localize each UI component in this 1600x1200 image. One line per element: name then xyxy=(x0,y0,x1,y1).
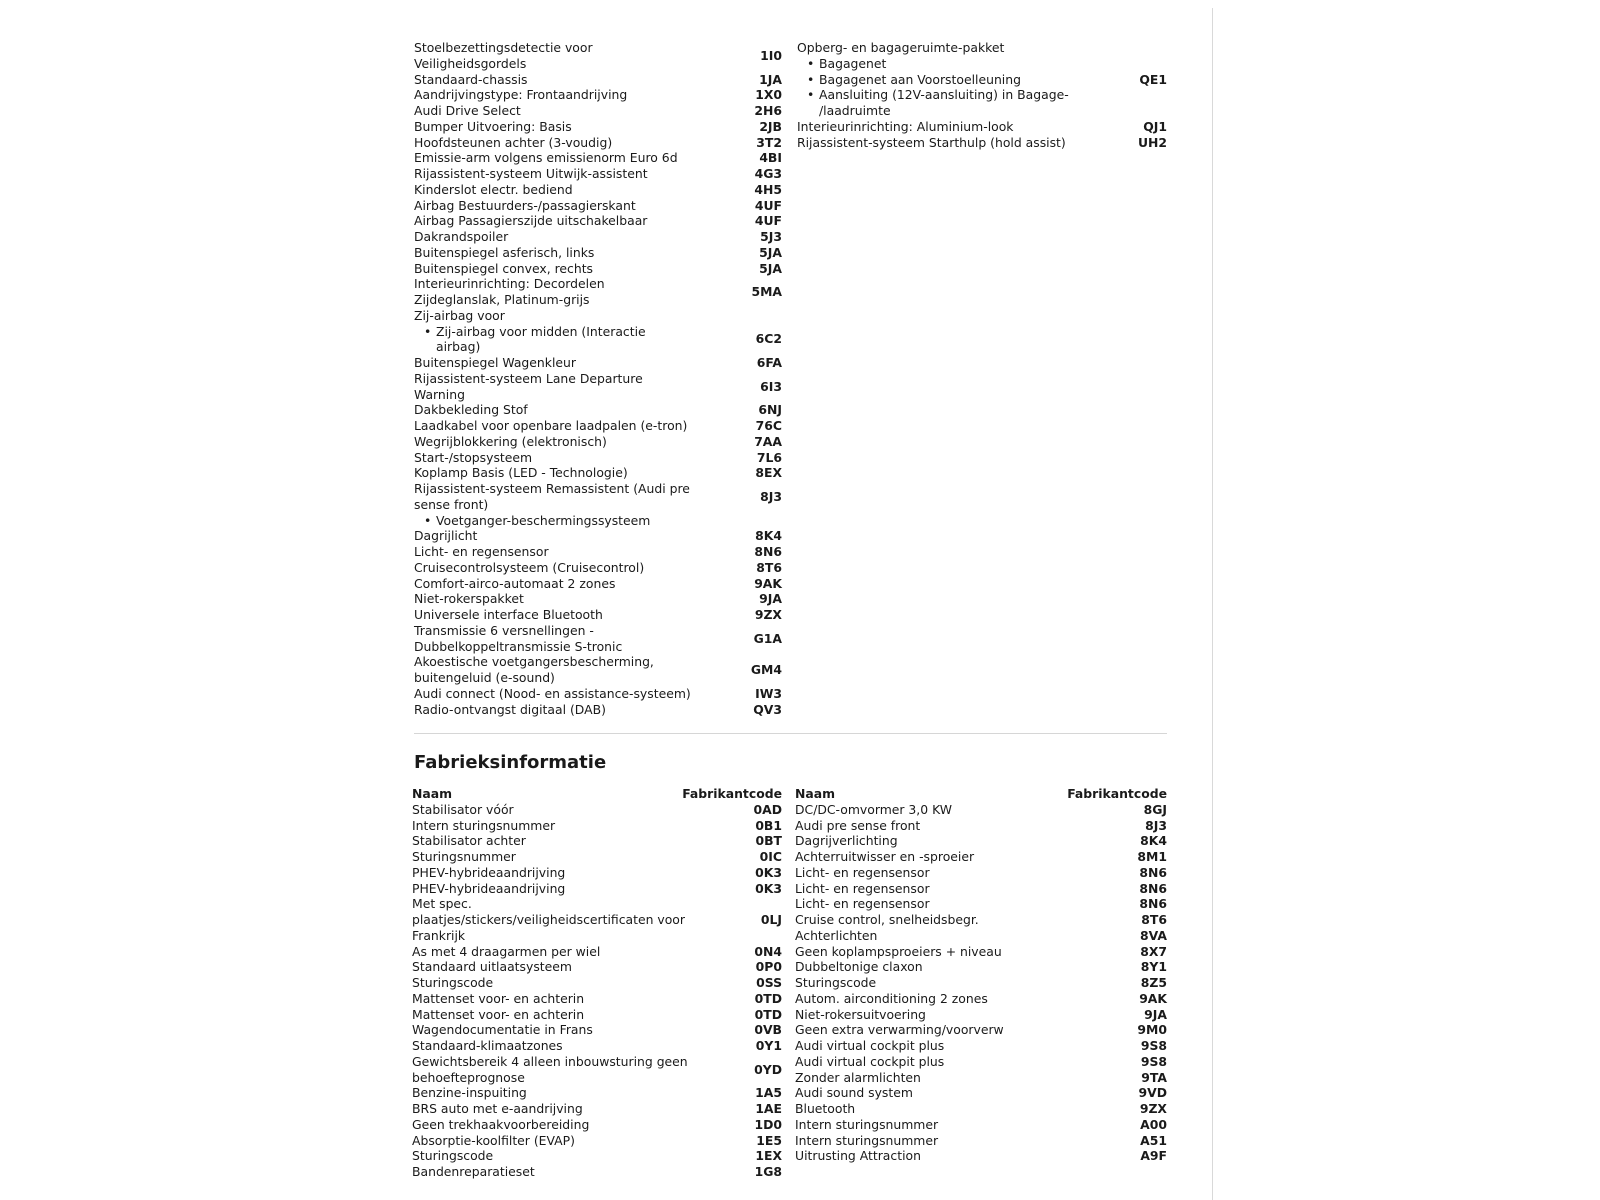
item-name: Airbag Bestuurders-/passagierskant xyxy=(414,197,636,213)
item-name: DC/DC-omvormer 3,0 KW xyxy=(795,801,953,817)
item-name: Standaard-chassis xyxy=(414,71,528,87)
list-item xyxy=(795,1070,1167,1086)
item-code: 8Y1 xyxy=(1140,959,1167,975)
item-code: 4H5 xyxy=(754,181,782,197)
list-item xyxy=(795,928,1167,944)
list-item xyxy=(412,881,782,897)
page-edge-line xyxy=(1212,8,1213,1200)
item-name: Dubbeltonige claxon xyxy=(795,959,923,975)
list-item xyxy=(414,166,782,182)
item-name: As met 4 draagarmen per wiel xyxy=(412,943,601,959)
item-code: 0YD xyxy=(754,1061,782,1077)
column-header-name: Naam xyxy=(795,786,836,801)
list-item xyxy=(412,849,782,865)
item-name: Bagagenet xyxy=(819,55,887,71)
item-name: Buitenspiegel convex, rechts xyxy=(414,260,594,276)
list-item xyxy=(412,959,782,975)
item-name: Bagagenet aan Voorstoelleuning xyxy=(819,71,1021,87)
item-code: 9JA xyxy=(759,591,782,607)
item-code: 8N6 xyxy=(1139,896,1167,912)
list-item xyxy=(414,371,782,403)
item-code: 7AA xyxy=(754,433,782,449)
item-code: 1A5 xyxy=(755,1085,782,1101)
list-item xyxy=(412,1133,782,1149)
list-item xyxy=(795,1133,1167,1149)
item-code: 8Z5 xyxy=(1140,975,1167,990)
list-item xyxy=(795,1085,1167,1101)
item-name: Audi Drive Select xyxy=(414,103,521,118)
item-code: 1EX xyxy=(755,1148,782,1164)
item-code: 5MA xyxy=(751,284,782,300)
list-item xyxy=(412,802,782,818)
item-code: 5J3 xyxy=(760,229,782,244)
item-name: Geen koplampsproeiers + niveau xyxy=(795,943,1002,959)
list-item xyxy=(414,308,782,324)
item-code: UH2 xyxy=(1137,134,1167,150)
item-code: 9M0 xyxy=(1137,1022,1167,1038)
item-code: 0K3 xyxy=(755,880,782,896)
factory-table-left xyxy=(412,786,782,1180)
factory-rows-right xyxy=(795,802,1167,1164)
item-name: Rijassistent-systeem Starthulp (hold assist) xyxy=(797,134,1066,150)
list-item xyxy=(414,213,782,229)
item-code: 7L6 xyxy=(756,449,782,465)
list-item xyxy=(795,991,1167,1007)
item-name: Achterlichten xyxy=(795,927,878,943)
bullet-icon: • xyxy=(807,71,815,87)
options-list-right xyxy=(797,40,1167,150)
list-item xyxy=(414,591,782,607)
list-item xyxy=(412,944,782,960)
item-name: Sturingscode xyxy=(412,1148,494,1164)
item-name: Met spec. plaatjes/stickers/veiligheidscertificaten voor Frankrijk xyxy=(412,896,685,943)
item-name: Buitenspiegel Wagenkleur xyxy=(414,355,576,370)
list-item xyxy=(795,944,1167,960)
item-name: Zij-airbag voor xyxy=(414,307,505,323)
bullet-icon: • xyxy=(424,323,432,339)
list-item xyxy=(412,991,782,1007)
item-name: Zij-airbag voor midden (Interactie airbag) xyxy=(436,323,646,355)
list-item xyxy=(412,1101,782,1117)
list-item xyxy=(795,818,1167,834)
item-name: Aandrijvingstype: Frontaandrijving xyxy=(414,87,628,103)
list-item xyxy=(414,103,782,119)
list-item xyxy=(795,912,1167,928)
item-name: Achterruitwisser en -sproeier xyxy=(795,849,975,864)
list-item xyxy=(795,1054,1167,1070)
list-item xyxy=(414,182,782,198)
item-name: Mattenset voor- en achterin xyxy=(412,990,585,1006)
list-item xyxy=(414,576,782,592)
list-item xyxy=(795,959,1167,975)
list-item xyxy=(412,1054,782,1086)
item-name: Aansluiting (12V-aansluiting) in Bagage- /laadruimte xyxy=(819,87,1069,118)
factory-table-right xyxy=(795,786,1167,1164)
item-name: Buitenspiegel asferisch, links xyxy=(414,244,595,260)
item-name: Niet-rokersuitvoering xyxy=(795,1006,926,1022)
list-item xyxy=(414,623,782,655)
item-name: Opberg- en bagageruimte-pakket xyxy=(797,40,1005,55)
item-code: 1X0 xyxy=(755,87,782,103)
item-name: Geen extra verwarming/voorverw xyxy=(795,1022,1004,1038)
item-code: 8K4 xyxy=(1140,833,1167,849)
item-code: 0N4 xyxy=(754,943,782,959)
item-code: 8X7 xyxy=(1140,943,1167,959)
item-code: GM4 xyxy=(750,662,782,678)
item-code: 8N6 xyxy=(1139,864,1167,880)
item-code: 8T6 xyxy=(756,559,782,575)
factory-header-left xyxy=(412,786,782,802)
item-code: 1D0 xyxy=(754,1116,782,1132)
bullet-icon: • xyxy=(424,512,432,528)
list-item xyxy=(414,261,782,277)
list-item xyxy=(412,975,782,991)
item-name: Licht- en regensensor xyxy=(795,896,930,912)
item-code: 8VA xyxy=(1140,927,1167,943)
bullet-icon: • xyxy=(807,55,815,71)
item-code: 8J3 xyxy=(1145,817,1167,833)
item-code: 0SS xyxy=(756,975,782,990)
list-item xyxy=(414,513,782,529)
item-name: Stoelbezettingsdetectie voor Veiligheidsgordels xyxy=(414,40,593,71)
item-code: 0VB xyxy=(754,1022,782,1038)
item-code: 9ZX xyxy=(1139,1101,1167,1116)
item-code: 0B1 xyxy=(755,817,782,833)
item-code: 76C xyxy=(755,418,782,433)
item-code: 9S8 xyxy=(1140,1053,1167,1069)
item-code: 1I0 xyxy=(760,47,782,63)
list-item xyxy=(414,465,782,481)
list-item xyxy=(412,865,782,881)
list-item xyxy=(412,1022,782,1038)
list-item xyxy=(414,702,782,718)
list-item xyxy=(414,544,782,560)
item-name: Niet-rokerspakket xyxy=(414,591,524,607)
item-code: 2JB xyxy=(759,118,782,134)
list-item xyxy=(795,1101,1167,1117)
list-item xyxy=(414,560,782,576)
item-name: Gewichtsbereik 4 alleen inbouwsturing geen behoefteprognose xyxy=(412,1053,688,1085)
list-item xyxy=(797,87,1167,119)
list-item xyxy=(414,418,782,434)
item-name: Bandenreparatieset xyxy=(412,1164,535,1179)
item-code: QV3 xyxy=(753,701,782,717)
list-item xyxy=(797,135,1167,151)
item-code: 2H6 xyxy=(754,103,782,118)
item-name: Transmissie 6 versnellingen - Dubbelkoppeltransmissie S-tronic xyxy=(414,622,623,654)
item-code: 1E5 xyxy=(756,1132,782,1148)
item-code: 6C2 xyxy=(755,331,782,347)
item-name: Bumper Uitvoering: Basis xyxy=(414,118,572,134)
item-name: Rijassistent-systeem Remassistent (Audi pre sense front) xyxy=(414,481,690,512)
list-item xyxy=(795,896,1167,912)
factory-rows-left xyxy=(412,802,782,1180)
item-name: Akoestische voetgangersbescherming, buitengeluid (e-sound) xyxy=(414,654,654,685)
list-item xyxy=(797,119,1167,135)
item-name: Standaard uitlaatsysteem xyxy=(412,959,572,975)
column-header-name: Naam xyxy=(412,786,453,801)
item-code: 5JA xyxy=(759,244,782,260)
item-code: 9AK xyxy=(1139,990,1167,1006)
item-code: 5JA xyxy=(759,260,782,276)
item-code: 0AD xyxy=(753,801,782,817)
item-name: Absorptie-koolfilter (EVAP) xyxy=(412,1132,575,1148)
item-name: Autom. airconditioning 2 zones xyxy=(795,990,988,1006)
item-code: 8M1 xyxy=(1137,849,1167,864)
column-header-code: Fabrikantcode xyxy=(1067,786,1167,801)
item-name: Licht- en regensensor xyxy=(414,544,549,559)
item-name: PHEV-hybrideaandrijving xyxy=(412,864,566,880)
item-code: 8EX xyxy=(755,465,782,481)
item-code: 6NJ xyxy=(758,402,782,418)
item-code: IW3 xyxy=(755,685,782,701)
list-item xyxy=(414,481,782,513)
list-item xyxy=(797,72,1167,88)
list-item xyxy=(414,434,782,450)
item-code: 0P0 xyxy=(755,959,782,975)
item-code: 1JA xyxy=(759,71,782,87)
item-code: 0LJ xyxy=(760,912,782,927)
item-code: 9TA xyxy=(1141,1069,1167,1085)
item-name: Audi sound system xyxy=(795,1085,913,1101)
item-name: Sturingscode xyxy=(412,975,494,990)
section-title: Fabrieksinformatie xyxy=(414,752,607,773)
item-code: A51 xyxy=(1140,1132,1167,1148)
list-item xyxy=(414,686,782,702)
list-item xyxy=(795,1148,1167,1164)
item-code: 8GJ xyxy=(1143,801,1167,817)
item-name: Bluetooth xyxy=(795,1101,856,1116)
item-name: Sturingsnummer xyxy=(412,849,516,864)
item-name: Geen trekhaakvoorbereiding xyxy=(412,1116,590,1132)
item-code: 9VD xyxy=(1138,1085,1167,1101)
item-code: A00 xyxy=(1140,1116,1167,1132)
list-item xyxy=(412,1038,782,1054)
list-item xyxy=(414,450,782,466)
item-name: Wagendocumentatie in Frans xyxy=(412,1022,593,1038)
item-name: Intern sturingsnummer xyxy=(412,817,556,833)
list-item xyxy=(414,276,782,308)
item-name: Comfort-airco-automaat 2 zones xyxy=(414,575,616,591)
item-code: 1G8 xyxy=(754,1164,782,1179)
list-item xyxy=(414,528,782,544)
item-name: Benzine-inspuiting xyxy=(412,1085,527,1101)
list-item xyxy=(797,56,1167,72)
item-name: Hoofdsteunen achter (3-voudig) xyxy=(414,134,613,150)
item-code: 0TD xyxy=(754,990,782,1006)
item-name: Stabilisator achter xyxy=(412,833,526,849)
item-code: 0K3 xyxy=(755,864,782,880)
item-name: Zonder alarmlichten xyxy=(795,1069,921,1085)
item-name: Licht- en regensensor xyxy=(795,880,930,896)
column-header-code: Fabrikantcode xyxy=(682,786,782,801)
list-item xyxy=(414,135,782,151)
list-item xyxy=(795,833,1167,849)
list-item xyxy=(412,896,782,943)
item-name: Rijassistent-systeem Uitwijk-assistent xyxy=(414,166,648,181)
item-name: Interieurinrichting: Decordelen Zijdeglanslak, Platinum-grijs xyxy=(414,276,605,307)
factory-header-right xyxy=(795,786,1167,802)
item-name: Intern sturingsnummer xyxy=(795,1132,939,1148)
item-name: Licht- en regensensor xyxy=(795,864,930,880)
list-item xyxy=(412,1085,782,1101)
list-item xyxy=(795,802,1167,818)
list-item xyxy=(414,355,782,371)
item-name: Dagrijverlichting xyxy=(795,833,898,849)
list-item xyxy=(795,1117,1167,1133)
item-name: Rijassistent-systeem Lane Departure Warning xyxy=(414,370,643,402)
item-code: 4BI xyxy=(759,150,782,166)
item-name: Emissie-arm volgens emissienorm Euro 6d xyxy=(414,150,678,166)
list-item xyxy=(414,72,782,88)
item-code: 8T6 xyxy=(1141,912,1167,927)
list-item xyxy=(795,849,1167,865)
list-item xyxy=(414,87,782,103)
list-item xyxy=(412,833,782,849)
item-name: Kinderslot electr. bediend xyxy=(414,181,573,197)
item-name: Dagrijlicht xyxy=(414,528,478,544)
item-code: 0TD xyxy=(754,1006,782,1022)
item-code: 4G3 xyxy=(754,166,782,181)
list-item xyxy=(797,40,1167,56)
list-item xyxy=(412,1007,782,1023)
item-code: 0IC xyxy=(759,849,782,864)
item-name: Audi connect (Nood- en assistance-systeem) xyxy=(414,685,691,701)
item-name: Cruise control, snelheidsbegr. xyxy=(795,912,979,927)
item-name: Interieurinrichting: Aluminium-look xyxy=(797,118,1014,134)
item-name: Sturingscode xyxy=(795,975,877,990)
item-code: A9F xyxy=(1140,1148,1167,1164)
list-item xyxy=(414,198,782,214)
item-name: Cruisecontrolsysteem (Cruisecontrol) xyxy=(414,559,645,575)
item-name: Airbag Passagierszijde uitschakelbaar xyxy=(414,213,648,229)
list-item xyxy=(414,245,782,261)
list-item xyxy=(412,818,782,834)
list-item xyxy=(414,402,782,418)
item-name: Voetganger-beschermingssysteem xyxy=(436,512,651,528)
item-code: 8N6 xyxy=(754,544,782,559)
list-item xyxy=(414,150,782,166)
list-item xyxy=(795,865,1167,881)
item-name: BRS auto met e-aandrijving xyxy=(412,1101,583,1116)
list-item xyxy=(414,654,782,686)
list-item xyxy=(412,1117,782,1133)
item-name: Radio-ontvangst digitaal (DAB) xyxy=(414,701,606,717)
list-item xyxy=(795,975,1167,991)
item-name: Start-/stopsysteem xyxy=(414,449,533,465)
item-code: 9AK xyxy=(754,575,782,591)
item-name: Laadkabel voor openbare laadpalen (e-tron) xyxy=(414,418,688,433)
item-code: 9JA xyxy=(1144,1006,1167,1022)
item-name: Dakrandspoiler xyxy=(414,229,509,244)
item-name: Uitrusting Attraction xyxy=(795,1148,921,1164)
list-item xyxy=(795,1007,1167,1023)
item-name: Universele interface Bluetooth xyxy=(414,607,603,622)
item-name: Stabilisator vóór xyxy=(412,801,514,817)
item-code: G1A xyxy=(753,630,782,646)
list-item xyxy=(414,119,782,135)
item-name: Audi virtual cockpit plus xyxy=(795,1038,945,1053)
item-code: 4UF xyxy=(754,197,782,213)
list-item xyxy=(795,1022,1167,1038)
item-code: QJ1 xyxy=(1143,118,1167,134)
list-item xyxy=(412,1148,782,1164)
item-name: Mattenset voor- en achterin xyxy=(412,1006,585,1022)
list-item xyxy=(795,881,1167,897)
item-code: 0BT xyxy=(755,833,782,849)
list-item xyxy=(795,1038,1167,1054)
item-name: Audi virtual cockpit plus xyxy=(795,1053,945,1069)
options-list-left xyxy=(414,40,782,717)
item-code: 3T2 xyxy=(756,134,782,150)
item-code: 1AE xyxy=(755,1101,782,1116)
item-code: 8J3 xyxy=(760,488,782,504)
item-name: Koplamp Basis (LED - Technologie) xyxy=(414,465,628,481)
list-item xyxy=(414,229,782,245)
item-code: 6FA xyxy=(756,355,782,370)
list-item xyxy=(414,40,782,72)
item-code: 0Y1 xyxy=(755,1038,782,1053)
list-item xyxy=(414,607,782,623)
item-code: 9ZX xyxy=(754,607,782,622)
item-name: Dakbekleding Stof xyxy=(414,402,528,418)
bullet-icon: • xyxy=(807,87,815,103)
item-code: 9S8 xyxy=(1140,1038,1167,1053)
item-name: PHEV-hybrideaandrijving xyxy=(412,880,566,896)
item-code: 4UF xyxy=(754,213,782,229)
item-code: 6I3 xyxy=(760,378,782,394)
item-code: 8K4 xyxy=(755,528,782,544)
list-item xyxy=(412,1164,782,1180)
item-name: Intern sturingsnummer xyxy=(795,1116,939,1132)
item-name: Wegrijblokkering (elektronisch) xyxy=(414,433,607,449)
section-separator xyxy=(414,733,1167,734)
item-name: Standaard-klimaatzones xyxy=(412,1038,563,1053)
item-name: Audi pre sense front xyxy=(795,817,921,833)
list-item xyxy=(414,324,782,356)
item-code: QE1 xyxy=(1139,71,1167,87)
item-code: 8N6 xyxy=(1139,880,1167,896)
